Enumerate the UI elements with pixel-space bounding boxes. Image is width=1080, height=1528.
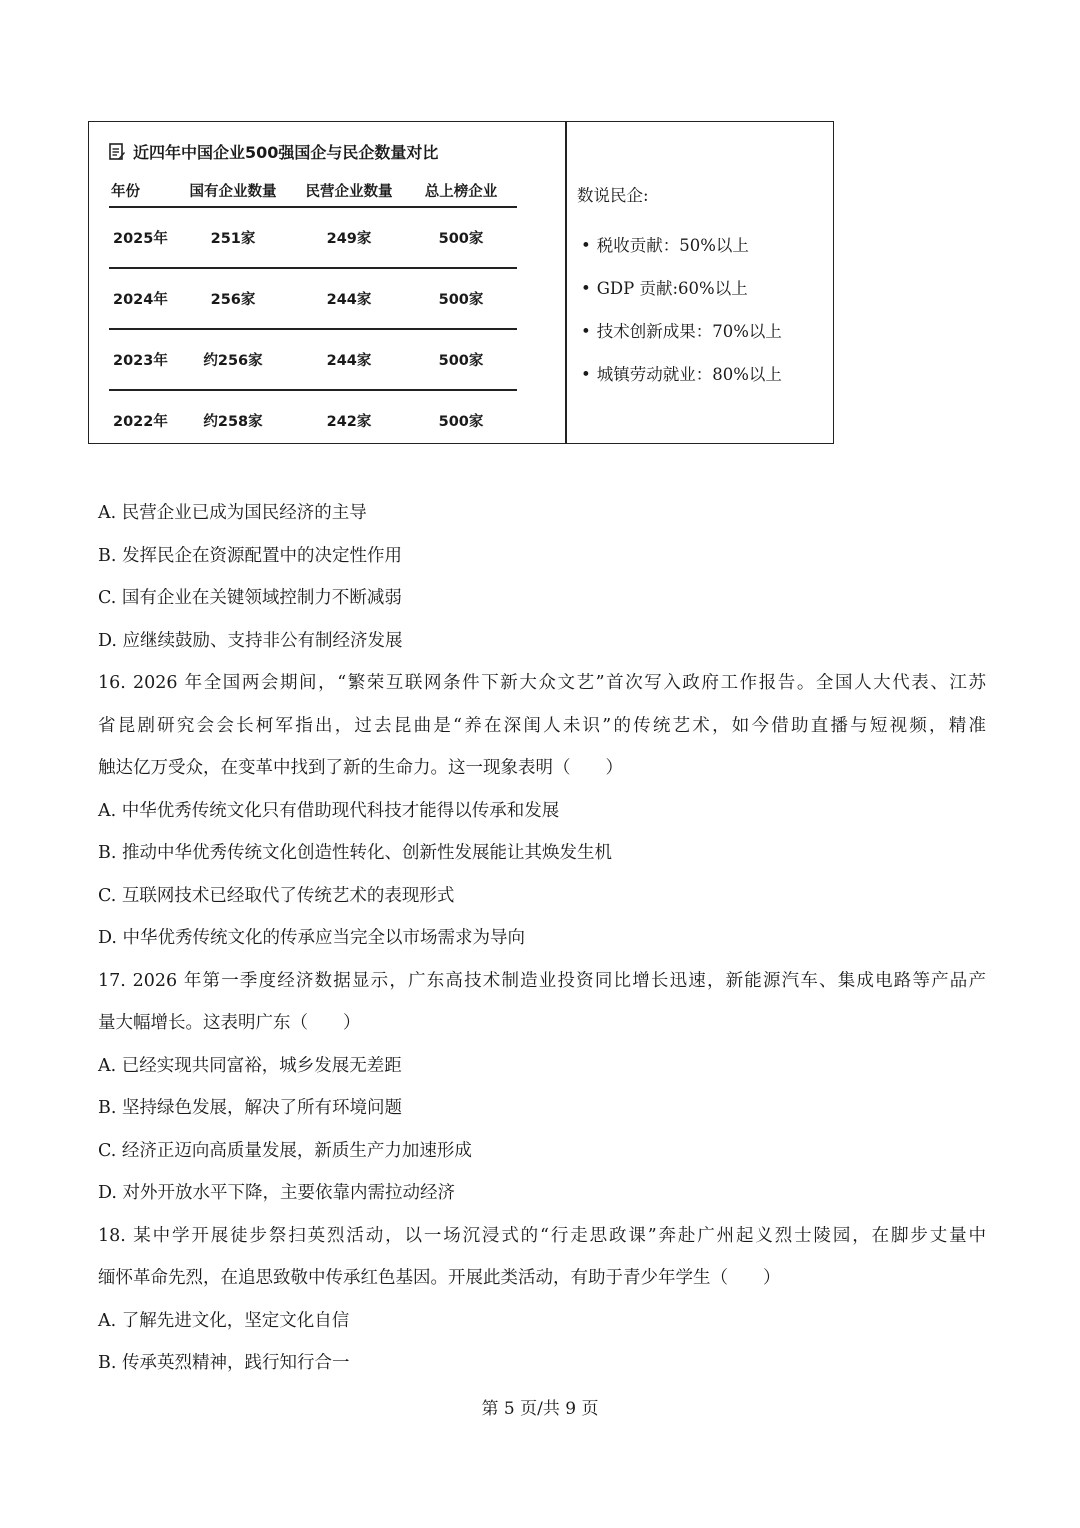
q17-option-a: A. 已经实现共同富裕，城乡发展无差距 — [98, 1055, 402, 1076]
table-title-text: 近四年中国企业500强国企与民企数量对比 — [133, 143, 439, 162]
q17-option-c: C. 经济正迈向高质量发展，新质生产力加速形成 — [98, 1140, 472, 1161]
questions — [98, 492, 986, 1385]
header-soe: 国有企业数量 — [189, 183, 277, 200]
cell-soe: 256家 — [210, 292, 256, 308]
table-header — [109, 174, 517, 208]
figure-box — [88, 121, 834, 444]
figure-divider — [565, 122, 567, 443]
q16-option-a: A. 中华优秀传统文化只有借助现代科技才能得以传承和发展 — [98, 800, 560, 821]
cell-soe: 251家 — [210, 231, 256, 247]
table-row — [109, 389, 517, 450]
q17-option-b: B. 坚持绿色发展，解决了所有环境问题 — [98, 1098, 402, 1118]
q15-option-d: D. 应继续鼓励、支持非公有制经济发展 — [98, 630, 403, 651]
cell-total: 500家 — [438, 414, 484, 430]
header-total: 总上榜企业 — [424, 183, 498, 200]
header-year: 年份 — [111, 183, 140, 200]
q18-stem-line: 18. 某中学开展徒步祭扫英烈活动，以一场沉浸式的“行走思政课”奔赴广州起义烈士陵园，在脚步丈量中 — [98, 1225, 986, 1246]
cell-total: 500家 — [438, 292, 484, 308]
cell-year: 2025年 — [113, 231, 168, 247]
cell-soe: 约258家 — [203, 414, 263, 430]
cell-total: 500家 — [438, 353, 484, 369]
table-row — [109, 328, 517, 389]
fact-item: • 技术创新成果：70%以上 — [577, 310, 782, 353]
facts-title: 数说民企: — [577, 186, 649, 205]
q18-option-a: A. 了解先进文化，坚定文化自信 — [98, 1310, 350, 1331]
table-row — [109, 208, 517, 267]
q16-stem-line: 省昆剧研究会会长柯军指出，过去昆曲是“养在深闺人未识”的传统艺术，如今借助直播与短视频，精准 — [98, 715, 986, 736]
fact-item: • GDP 贡献:60%以上 — [577, 267, 782, 310]
cell-year: 2023年 — [113, 353, 168, 369]
facts-panel — [577, 182, 782, 396]
data-table — [109, 174, 517, 450]
q18-option-b: B. 传承英烈精神，践行知行合一 — [98, 1353, 350, 1373]
q16-stem-line: 触达亿万受众，在变革中找到了新的生命力。这一现象表明（ ） — [98, 758, 623, 778]
cell-private: 242家 — [326, 414, 372, 430]
table-title — [109, 140, 438, 163]
document-chart-icon — [109, 143, 125, 161]
q17-option-d: D. 对外开放水平下降，主要依靠内需拉动经济 — [98, 1183, 456, 1203]
cell-total: 500家 — [438, 231, 484, 247]
q18-stem-line: 缅怀革命先烈，在追思致敬中传承红色基因。开展此类活动，有助于青少年学生（ ） — [98, 1268, 781, 1288]
cell-private: 244家 — [326, 353, 372, 369]
q15-option-b: B. 发挥民企在资源配置中的决定性作用 — [98, 545, 402, 566]
q15-option-c: C. 国有企业在关键领域控制力不断减弱 — [98, 588, 402, 608]
fact-item: • 城镇劳动就业：80%以上 — [577, 353, 782, 396]
cell-soe: 约256家 — [203, 353, 263, 369]
cell-year: 2022年 — [113, 414, 168, 430]
cell-private: 244家 — [326, 292, 372, 308]
q16-stem-line: 16. 2026 年全国两会期间，“繁荣互联网条件下新大众文艺”首次写入政府工作报告。全国人大代表、江苏 — [98, 673, 986, 693]
q17-stem-line: 17. 2026 年第一季度经济数据显示，广东高技术制造业投资同比增长迅速，新能源汽车、集成电路等产品产 — [98, 970, 986, 991]
q17-stem-line: 量大幅增长。这表明广东（ ） — [98, 1013, 361, 1033]
fact-item: • 税收贡献：50%以上 — [577, 224, 782, 267]
cell-private: 249家 — [326, 231, 372, 247]
cell-year: 2024年 — [113, 292, 168, 308]
q16-option-d: D. 中华优秀传统文化的传承应当完全以市场需求为导向 — [98, 928, 526, 948]
table-row — [109, 267, 517, 328]
page-footer: 第 5 页/共 9 页 — [481, 1399, 599, 1419]
header-private: 民营企业数量 — [305, 183, 393, 200]
q16-option-c: C. 互联网技术已经取代了传统艺术的表现形式 — [98, 885, 455, 906]
q15-option-a: A. 民营企业已成为国民经济的主导 — [98, 503, 367, 523]
q16-option-b: B. 推动中华优秀传统文化创造性转化、创新性发展能让其焕发生机 — [98, 843, 612, 863]
